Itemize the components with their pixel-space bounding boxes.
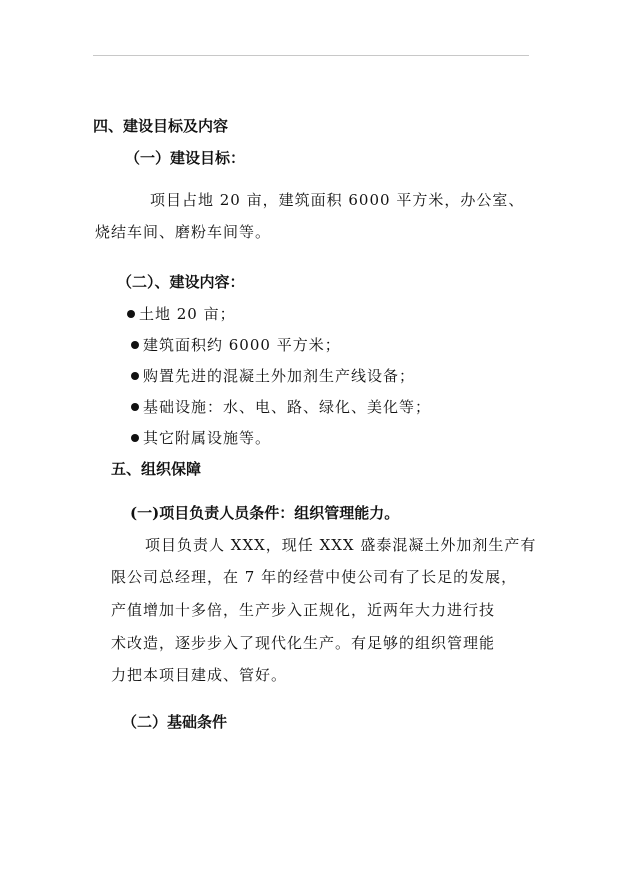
- list-item: [127, 304, 236, 324]
- section-4-2-heading: （二）、建设内容：: [117, 273, 245, 291]
- header-rule: [93, 55, 529, 56]
- paragraph-line: 术改造，逐步步入了现代化生产。有足够的组织管理能: [111, 634, 496, 652]
- list-item: [131, 428, 271, 448]
- section-5-heading: 五、组织保障: [111, 460, 202, 478]
- list-item-text: 土地 20 亩；: [139, 305, 236, 323]
- list-item-text: 其它附属设施等。: [143, 429, 272, 447]
- section-4-heading: 四、建设目标及内容: [93, 117, 229, 135]
- list-item: [131, 397, 431, 417]
- list-item-text: 购置先进的混凝土外加剂生产线设备；: [143, 367, 416, 385]
- bullet-icon: [131, 403, 139, 411]
- bullet-icon: [131, 341, 139, 349]
- paragraph-line: 项目负责人 XXX，现任 XXX 盛泰混凝土外加剂生产有: [145, 536, 537, 554]
- paragraph-line: 限公司总经理，在 7 年的经营中使公司有了长足的发展，: [111, 568, 518, 586]
- list-item: [131, 366, 415, 386]
- bullet-icon: [127, 310, 135, 318]
- list-item: [131, 335, 341, 355]
- paragraph-line: 力把本项目建成、管好。: [111, 666, 288, 684]
- section-5-1-heading: (一)项目负责人员条件：组织管理能力。: [130, 504, 400, 522]
- section-4-1-heading: （一）建设目标：: [125, 149, 246, 167]
- list-item-text: 基础设施：水、电、路、绿化、美化等；: [143, 398, 432, 416]
- paragraph-line: 产值增加十多倍，生产步入正规化，近两年大力进行技: [111, 601, 496, 619]
- paragraph-line: 烧结车间、磨粉车间等。: [95, 223, 272, 241]
- paragraph-line: 项目占地 20 亩，建筑面积 6000 平方米，办公室、: [150, 191, 525, 209]
- list-item-text: 建筑面积约 6000 平方米；: [143, 336, 341, 354]
- bullet-icon: [131, 372, 139, 380]
- section-5-2-heading: （二）基础条件: [122, 713, 228, 731]
- bullet-icon: [131, 434, 139, 442]
